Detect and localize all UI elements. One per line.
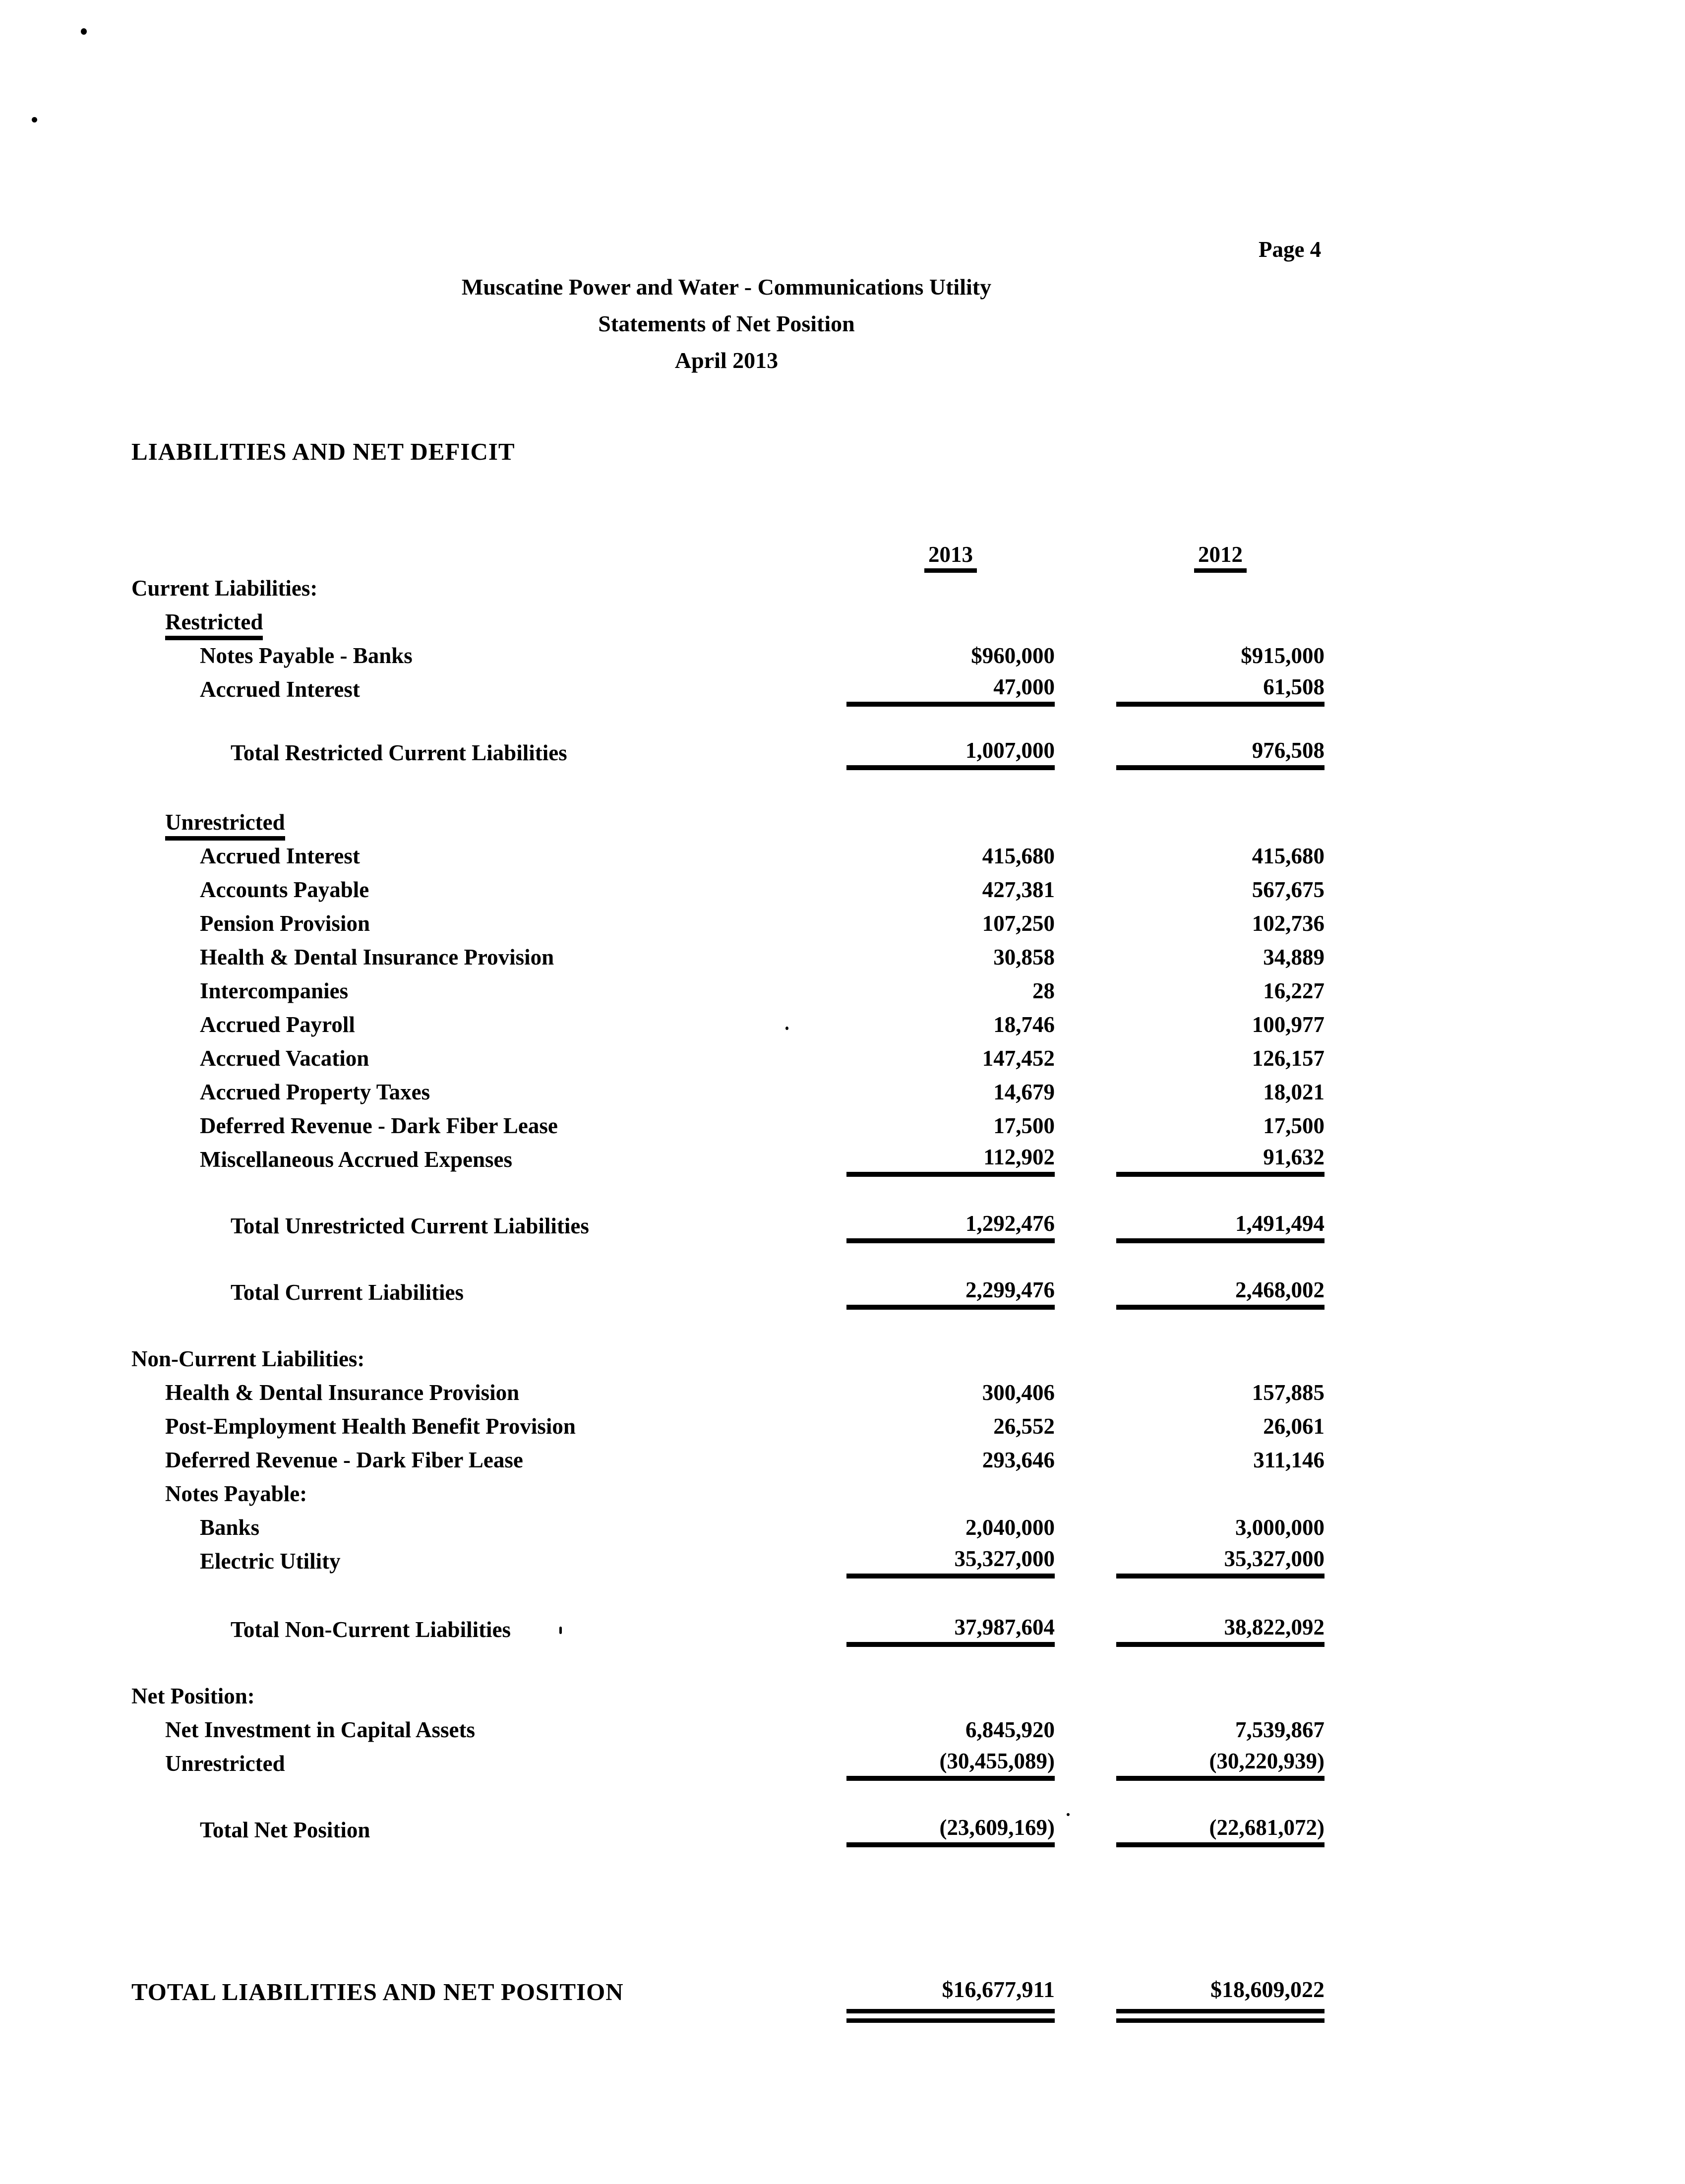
value-2012: 415,680 xyxy=(1252,844,1324,868)
row-label: Total Non-Current Liabilities xyxy=(231,1617,511,1642)
subgroup-heading: Notes Payable: xyxy=(165,1481,307,1506)
grand-total-row xyxy=(131,1971,1324,2025)
scan-speck xyxy=(32,117,37,122)
value-2013: 17,500 xyxy=(993,1113,1055,1138)
value-2012: 34,889 xyxy=(1263,945,1324,970)
table-row xyxy=(131,1545,1324,1578)
row-label: Unrestricted xyxy=(165,1751,285,1776)
value-2013: 1,292,476 xyxy=(846,1210,1055,1243)
row-label: TOTAL LIABILITIES AND NET POSITION xyxy=(131,1978,624,2005)
value-2012: 91,632 xyxy=(1116,1143,1324,1177)
row-label: Total Net Position xyxy=(200,1818,370,1842)
value-2013: 26,552 xyxy=(993,1414,1055,1439)
value-2012: 2,468,002 xyxy=(1116,1276,1324,1310)
value-2013: 147,452 xyxy=(982,1046,1055,1071)
total-row xyxy=(131,1814,1324,1847)
table-row xyxy=(131,673,1324,707)
value-2013: (23,609,169) xyxy=(846,1814,1055,1847)
table-row xyxy=(131,873,1324,907)
value-2013: 2,040,000 xyxy=(965,1515,1055,1540)
group-heading: Current Liabilities: xyxy=(131,576,318,601)
value-2012: 100,977 xyxy=(1252,1012,1324,1037)
group-heading: Net Position: xyxy=(131,1684,255,1708)
total-row xyxy=(131,1210,1324,1243)
row-label: Accrued Interest xyxy=(200,844,360,868)
total-row xyxy=(131,1276,1324,1310)
row-label: Total Restricted Current Liabilities xyxy=(231,740,567,765)
value-2012: 1,491,494 xyxy=(1116,1210,1324,1243)
value-2013: 28 xyxy=(1032,978,1055,1003)
value-2013: 427,381 xyxy=(982,877,1055,902)
value-2012: (30,220,939) xyxy=(1116,1747,1324,1781)
title-date: April 2013 xyxy=(674,348,779,373)
total-row xyxy=(131,736,1324,770)
row-label: Accounts Payable xyxy=(200,877,369,902)
value-2012: (22,681,072) xyxy=(1116,1814,1324,1847)
value-2012: $915,000 xyxy=(1241,643,1324,668)
subgroup-heading-row xyxy=(131,606,1324,639)
value-2013: 30,858 xyxy=(993,945,1055,970)
value-2013: 18,746 xyxy=(993,1012,1055,1037)
table-row xyxy=(131,1143,1324,1177)
table-row xyxy=(131,1444,1324,1477)
row-label: Net Investment in Capital Assets xyxy=(165,1717,475,1742)
statement-table xyxy=(131,538,1324,2025)
row-label: Banks xyxy=(200,1515,260,1540)
table-row xyxy=(131,1713,1324,1747)
row-label: Accrued Payroll xyxy=(200,1012,355,1037)
row-label: Health & Dental Insurance Provision xyxy=(165,1380,520,1405)
subgroup-heading: Restricted xyxy=(131,606,846,639)
subgroup-heading-row xyxy=(131,1477,1324,1511)
row-label: Notes Payable - Banks xyxy=(200,643,413,668)
section-heading: LIABILITIES AND NET DEFICIT xyxy=(131,438,515,465)
value-2013: 107,250 xyxy=(982,911,1055,936)
group-heading-row xyxy=(131,572,1324,606)
value-2013: 35,327,000 xyxy=(846,1545,1055,1578)
column-header-2012: 2012 xyxy=(1116,538,1324,572)
value-2012: 126,157 xyxy=(1252,1046,1324,1071)
table-row xyxy=(131,1076,1324,1109)
value-2012: 3,000,000 xyxy=(1235,1515,1324,1540)
row-label: Pension Provision xyxy=(200,911,370,936)
subgroup-heading: Unrestricted xyxy=(131,806,846,840)
group-heading-row xyxy=(131,1342,1324,1376)
value-2012: 976,508 xyxy=(1116,736,1324,770)
column-header-2013: 2013 xyxy=(846,538,1055,572)
column-header-row xyxy=(131,538,1324,572)
row-label: Total Unrestricted Current Liabilities xyxy=(231,1213,589,1238)
row-label: Miscellaneous Accrued Expenses xyxy=(200,1147,512,1172)
table-row xyxy=(131,974,1324,1008)
subgroup-heading-row xyxy=(131,806,1324,840)
value-2013: 415,680 xyxy=(982,844,1055,868)
row-label: Health & Dental Insurance Provision xyxy=(200,945,554,970)
title-statement: Statements of Net Position xyxy=(598,311,855,336)
value-2013: 37,987,604 xyxy=(846,1613,1055,1647)
table-row xyxy=(131,941,1324,974)
table-row xyxy=(131,1747,1324,1781)
value-2012: 311,146 xyxy=(1253,1448,1324,1472)
row-label: Accrued Interest xyxy=(200,677,360,702)
table-row xyxy=(131,840,1324,873)
table-row xyxy=(131,1109,1324,1143)
table-row xyxy=(131,907,1324,941)
table-row xyxy=(131,1410,1324,1444)
value-2013: 112,902 xyxy=(846,1143,1055,1177)
value-2012: 35,327,000 xyxy=(1116,1545,1324,1578)
table-row xyxy=(131,639,1324,673)
value-2012: 61,508 xyxy=(1116,673,1324,707)
value-2012: 38,822,092 xyxy=(1116,1613,1324,1647)
value-2012: 157,885 xyxy=(1252,1380,1324,1405)
group-heading-row xyxy=(131,1680,1324,1713)
row-label: Electric Utility xyxy=(200,1549,341,1574)
scan-speck xyxy=(81,28,87,35)
value-2013: 14,679 xyxy=(993,1080,1055,1104)
row-label: Deferred Revenue - Dark Fiber Lease xyxy=(165,1448,523,1472)
table-row xyxy=(131,1511,1324,1545)
value-2012: 7,539,867 xyxy=(1235,1717,1324,1742)
value-2013: (30,455,089) xyxy=(846,1747,1055,1781)
value-2012: 26,061 xyxy=(1263,1414,1324,1439)
total-row xyxy=(131,1613,1324,1647)
row-label: Accrued Property Taxes xyxy=(200,1080,430,1104)
row-label: Intercompanies xyxy=(200,978,349,1003)
value-2013: $16,677,911 xyxy=(846,1971,1055,2023)
value-2013: 293,646 xyxy=(982,1448,1055,1472)
value-2013: 300,406 xyxy=(982,1380,1055,1405)
row-label: Deferred Revenue - Dark Fiber Lease xyxy=(200,1113,558,1138)
value-2013: 2,299,476 xyxy=(846,1276,1055,1310)
value-2012: 18,021 xyxy=(1263,1080,1324,1104)
title-company: Muscatine Power and Water - Communications Utility xyxy=(461,274,992,300)
value-2012: 102,736 xyxy=(1252,911,1324,936)
value-2013: $960,000 xyxy=(971,643,1055,668)
page-number: Page 4 xyxy=(1259,237,1322,262)
value-2012: 567,675 xyxy=(1252,877,1324,902)
row-label: Post-Employment Health Benefit Provision xyxy=(165,1414,576,1439)
column-header-spacer xyxy=(131,538,846,572)
value-2012: $18,609,022 xyxy=(1116,1971,1324,2023)
table-row xyxy=(131,1042,1324,1076)
group-heading: Non-Current Liabilities: xyxy=(131,1346,365,1371)
table-row xyxy=(131,1008,1324,1042)
row-label: Accrued Vacation xyxy=(200,1046,369,1071)
document-title xyxy=(213,269,1240,379)
value-2012: 16,227 xyxy=(1263,978,1324,1003)
row-label: Total Current Liabilities xyxy=(231,1280,464,1305)
value-2013: 47,000 xyxy=(846,673,1055,707)
value-2013: 6,845,920 xyxy=(965,1717,1055,1742)
value-2012: 17,500 xyxy=(1263,1113,1324,1138)
value-2013: 1,007,000 xyxy=(846,736,1055,770)
table-row xyxy=(131,1376,1324,1410)
